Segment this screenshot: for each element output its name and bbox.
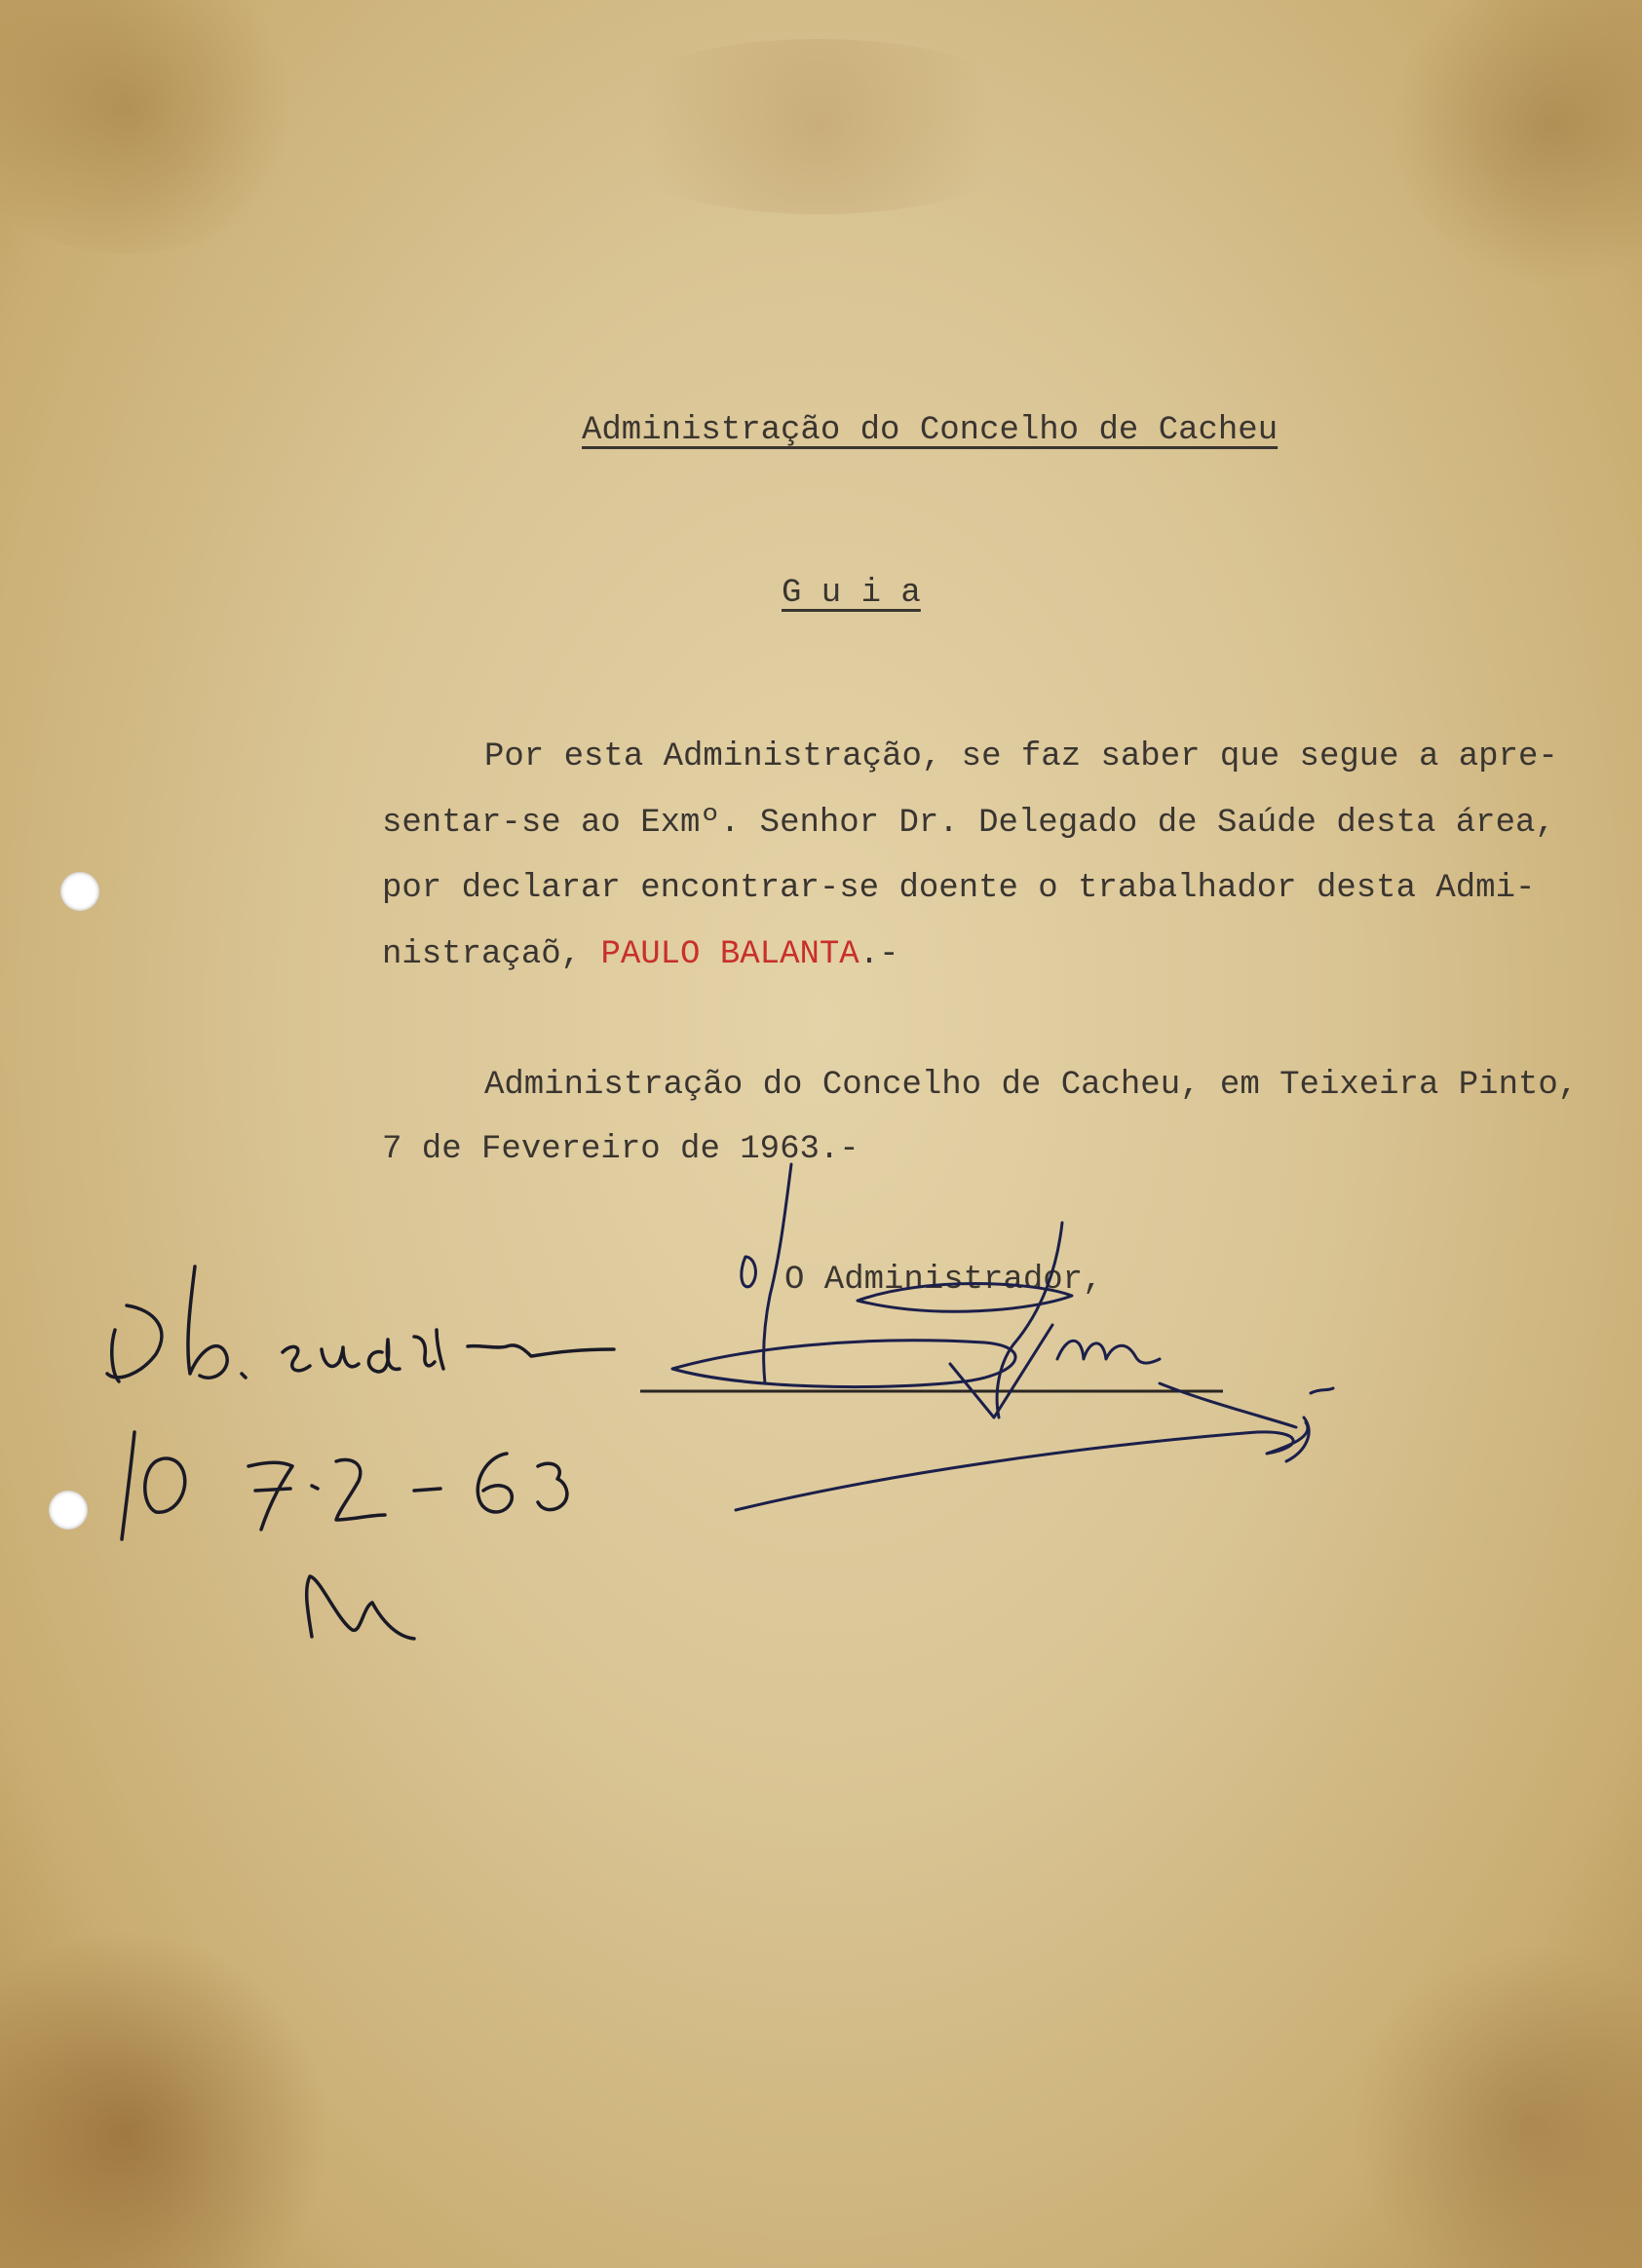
punch-hole-lower [49, 1491, 88, 1530]
place-line: Administração do Concelho de Cacheu, em Teixeira Pinto, [484, 1067, 1579, 1104]
document-title: G u i a [782, 575, 921, 612]
body-line-4 [382, 938, 899, 971]
body-line-4-prefix: nistraçaõ, [382, 936, 601, 973]
body-line-4-suffix: .- [859, 936, 899, 973]
stain-top-center [585, 39, 1052, 214]
stain-top-right [1384, 0, 1642, 283]
body-line-3: por declarar encontrar-se doente o trabalhador desta Admi- [382, 870, 1536, 907]
signature-mark [672, 1164, 1333, 1510]
stain-bottom-right [1345, 1948, 1642, 2268]
date-line: 7 de Fevereiro de 1963.- [382, 1131, 859, 1168]
document-heading: Administração do Concelho de Cacheu [582, 412, 1279, 449]
stain-top-left [0, 0, 312, 253]
stain-bottom-left [0, 1929, 331, 2268]
signatory-label: O Administrador, [784, 1262, 1103, 1299]
body-line-1: Por esta Administração, se faz saber que segue a apre- [484, 738, 1558, 775]
body-line-2: sentar-se ao Exmº. Senhor Dr. Delegado de Saúde desta área, [382, 805, 1555, 842]
worker-name: PAULO BALANTA [600, 936, 859, 973]
handwritten-note [107, 1266, 614, 1639]
punch-hole-upper [60, 872, 99, 911]
